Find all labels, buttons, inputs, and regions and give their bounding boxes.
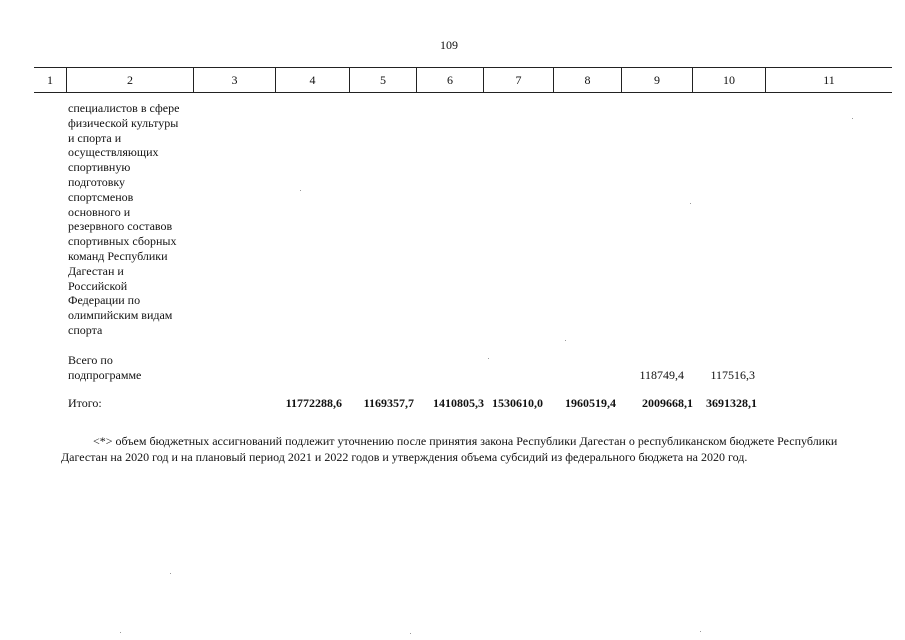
subprogram-label-line1: Всего по [68,353,113,367]
description-line: резервного составов [68,219,173,234]
description-line: команд Республики [68,248,168,263]
total-col9: 2009668,1 [642,396,693,410]
scan-speck [120,632,121,633]
scan-speck [488,358,489,359]
column-header-8: 8 [553,68,621,92]
column-header-3: 3 [193,68,275,92]
column-header-6: 6 [416,68,483,92]
scan-speck [410,633,411,634]
total-col4: 11772288,6 [285,396,342,410]
column-header-4: 4 [275,68,349,92]
scan-speck [700,631,701,632]
total-col7: 1530610,0 [492,396,543,410]
scan-speck [170,573,171,574]
subprogram-col9: 118749,4 [639,368,684,382]
description-line: физической культуры [68,115,179,130]
description-line: и спорта и [68,130,122,145]
row-description [68,101,198,338]
column-header-11: 11 [765,68,892,92]
scan-speck [565,340,566,341]
footnote: <*> объем бюджетных ассигнований подлежит уточнению после принятия закона Республики Дагестан о республиканском бюджете Республики Дагестан на 2020 год и на плановый период 2021 и 2022 годов и утверждения объема субсидий из федерального бюджета на 2020 год. [61,434,838,464]
description-line: Российской [68,278,128,293]
column-header-2: 2 [66,68,193,92]
column-header-9: 9 [621,68,692,92]
description-line: осуществляющих [68,145,159,160]
column-header-5: 5 [349,68,416,92]
total-col8: 1960519,4 [565,396,616,410]
description-line: спортивных сборных [68,234,177,249]
scan-speck [690,203,691,204]
subprogram-label-line2: подпрограмме [68,368,142,382]
scan-speck [852,118,853,119]
description-line: спорта [68,322,103,337]
description-line: Дагестан и [68,263,124,278]
total-col5: 1169357,7 [363,396,414,410]
total-label: Итого: [68,396,102,410]
page-number: 109 [440,38,458,52]
column-header-10: 10 [692,68,765,92]
description-line: Федерации по [68,293,141,308]
column-header-7: 7 [483,68,553,92]
column-header-1: 1 [47,73,53,87]
total-col10: 3691328,1 [706,396,757,410]
description-line: подготовку [68,174,126,189]
description-line: спортсменов [68,189,134,204]
description-line: специалистов в сфере [68,101,180,115]
description-line: основного и [68,204,131,219]
description-line: олимпийским видам [68,308,173,323]
description-line: спортивную [68,160,131,175]
subprogram-label [68,353,141,383]
total-col6: 1410805,3 [433,396,484,410]
subprogram-col10: 117516,3 [710,368,755,382]
scan-speck [300,190,301,191]
table-header-row [34,67,892,93]
